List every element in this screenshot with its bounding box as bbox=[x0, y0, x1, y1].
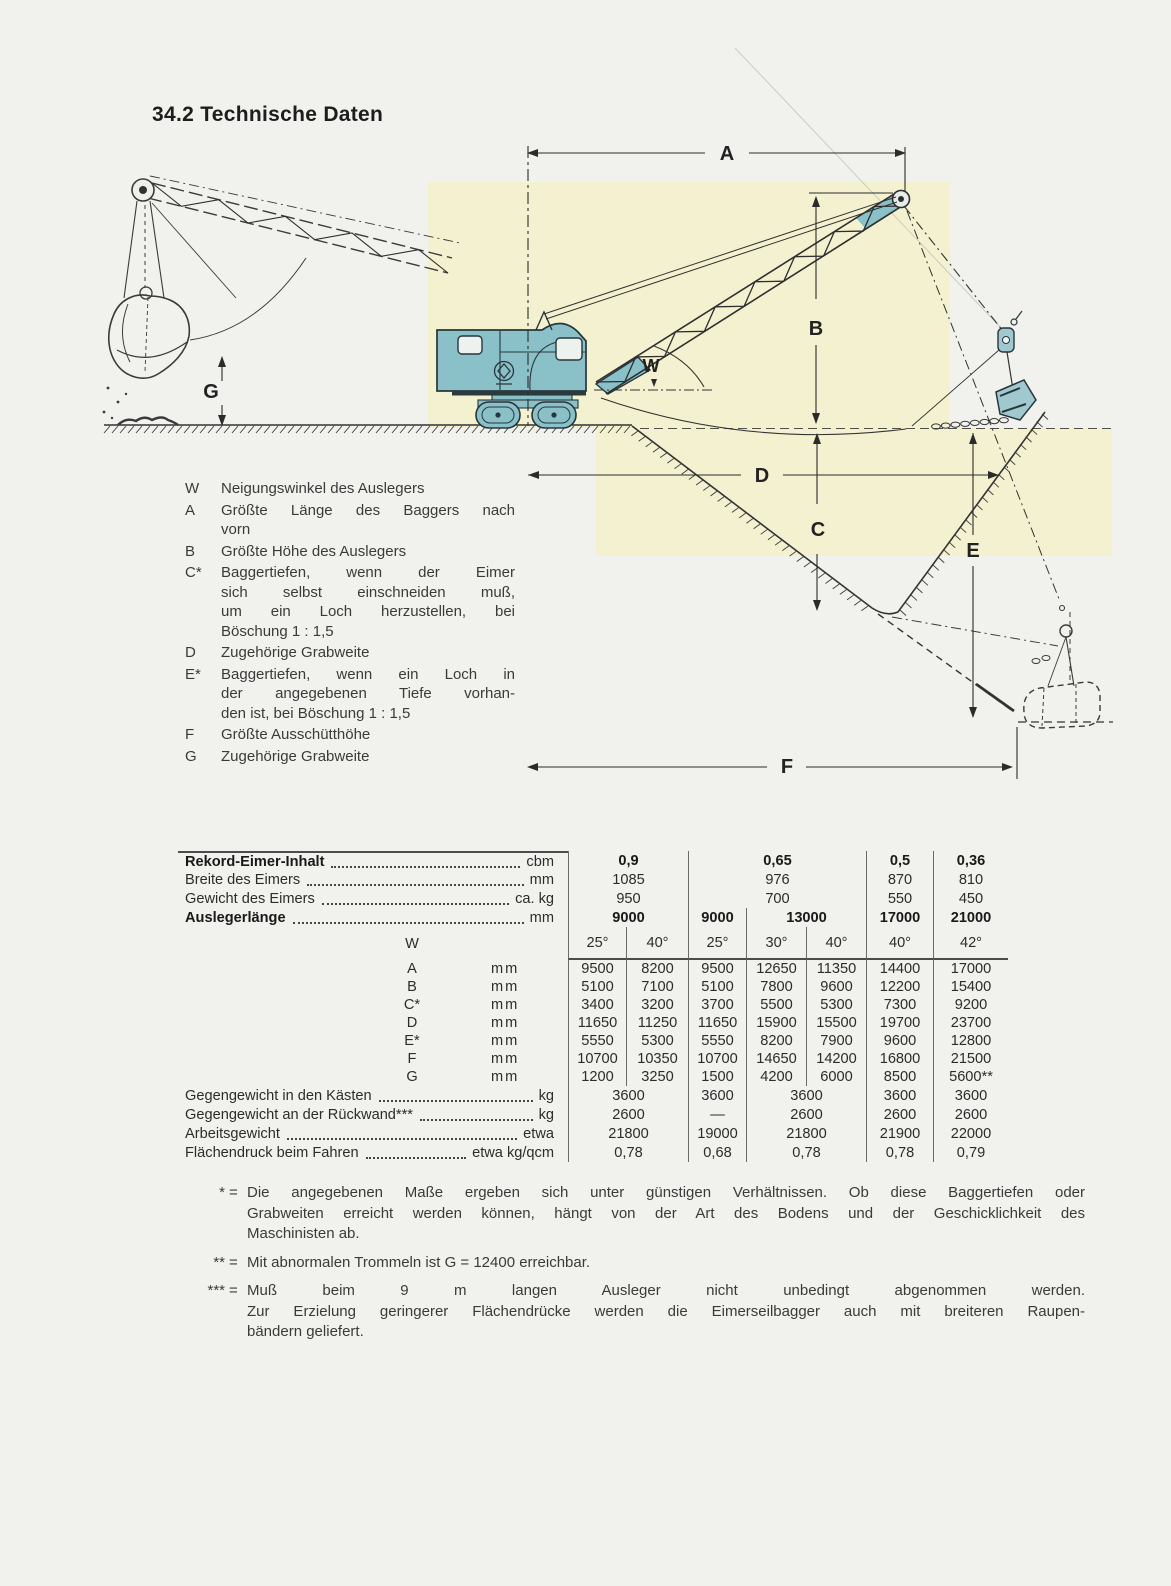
row-label-cell bbox=[178, 851, 568, 870]
table-cell: 9000 bbox=[688, 908, 746, 927]
legend-line: sich selbst einschneiden muß, bbox=[221, 583, 515, 601]
dim-label-a: A bbox=[719, 143, 735, 165]
row-unit: mm bbox=[491, 1051, 520, 1067]
table-cell: 16800 bbox=[866, 1050, 933, 1068]
row-label: Flächendruck beim Fahren bbox=[185, 1144, 359, 1161]
table-cell: 8200 bbox=[746, 1032, 806, 1050]
row-letter: E* bbox=[404, 1033, 420, 1049]
table-cell: 3250 bbox=[626, 1068, 688, 1086]
row-label-cell bbox=[178, 1068, 568, 1086]
row-letter: D bbox=[406, 1015, 418, 1031]
table-cell: 25° bbox=[688, 927, 746, 960]
dim-label-b: B bbox=[808, 318, 824, 340]
table-row bbox=[178, 1050, 1008, 1068]
legend-key: C* bbox=[185, 564, 202, 581]
table-cell: 1085 bbox=[568, 870, 688, 889]
mini-boom-lattice bbox=[152, 183, 448, 273]
row-unit: mm bbox=[491, 1015, 520, 1031]
table-row bbox=[178, 1086, 1008, 1105]
table-cell: 8200 bbox=[626, 960, 688, 978]
row-label-cell bbox=[178, 960, 568, 978]
legend-key: F bbox=[185, 726, 195, 743]
table-cell: 9600 bbox=[866, 1032, 933, 1050]
row-label: Gewicht des Eimers bbox=[185, 890, 315, 907]
dim-label-g: G bbox=[203, 381, 219, 403]
table-cell: 22000 bbox=[933, 1124, 1008, 1143]
row-unit: mm bbox=[491, 1033, 520, 1049]
dim-label-e: E bbox=[966, 540, 980, 562]
table-cell: 3600 bbox=[568, 1086, 688, 1105]
table-cell: 15400 bbox=[933, 978, 1008, 996]
cab-window bbox=[458, 336, 482, 354]
legend-text bbox=[221, 563, 515, 641]
row-letter: F bbox=[407, 1051, 417, 1067]
table-row bbox=[178, 889, 1008, 908]
legend-item bbox=[185, 501, 515, 540]
row-unit: mm bbox=[491, 1069, 520, 1085]
row-label-cell bbox=[178, 996, 568, 1014]
footnote-line: Grabweiten erreicht werden können, hängt von der Art des Bodens und der Geschicklichkeit des bbox=[247, 1204, 1085, 1222]
table-cell: 40° bbox=[806, 927, 866, 960]
footnote-text bbox=[247, 1253, 1085, 1274]
table-cell: 3200 bbox=[626, 996, 688, 1014]
table-cell: 25° bbox=[568, 927, 626, 960]
table-row bbox=[178, 1032, 1008, 1050]
row-label: Rekord-Eimer-Inhalt bbox=[185, 853, 325, 870]
row-label-cell bbox=[178, 978, 568, 996]
table-cell: 15500 bbox=[806, 1014, 866, 1032]
technical-data-table bbox=[178, 851, 1008, 1162]
table-cell: 14650 bbox=[746, 1050, 806, 1068]
row-label: Gegengewicht in den Kästen bbox=[185, 1087, 372, 1104]
table-cell: 12800 bbox=[933, 1032, 1008, 1050]
table-cell: 2600 bbox=[866, 1105, 933, 1124]
legend-line: Baggertiefen, wenn ein Loch in bbox=[221, 665, 515, 683]
table-cell: 11250 bbox=[626, 1014, 688, 1032]
legend-line: Zugehörige Grabweite bbox=[221, 644, 370, 661]
table-cell: 40° bbox=[866, 927, 933, 960]
table-cell: 950 bbox=[568, 889, 688, 908]
legend-line: Zugehörige Grabweite bbox=[221, 747, 370, 765]
row-letter: C* bbox=[403, 997, 421, 1013]
dotted-leader bbox=[322, 893, 509, 905]
dim-label-w: W bbox=[642, 356, 660, 376]
table-cell: 17000 bbox=[866, 908, 933, 927]
table-cell: 0,68 bbox=[688, 1143, 746, 1162]
dim-label-d: D bbox=[754, 465, 770, 487]
row-label-cell bbox=[178, 1086, 568, 1105]
table-cell: 14200 bbox=[806, 1050, 866, 1068]
table-cell: 7800 bbox=[746, 978, 806, 996]
table-cell: 13000 bbox=[746, 908, 866, 927]
table-cell: 9500 bbox=[568, 960, 626, 978]
footnote-line: Zur Erzielung geringerer Flächendrücke werden die Eimerseilbagger auch mit breiteren Raupen- bbox=[247, 1302, 1085, 1320]
table-row bbox=[178, 1014, 1008, 1032]
legend-line: der angegebenen Tiefe vorhan- bbox=[221, 685, 515, 702]
legend-item bbox=[185, 747, 515, 767]
table-cell: 21800 bbox=[746, 1124, 866, 1143]
row-label-cell bbox=[178, 908, 568, 927]
legend-text bbox=[221, 643, 515, 663]
footnote bbox=[197, 1183, 1085, 1245]
table-cell: 0,79 bbox=[933, 1143, 1008, 1162]
legend-line: den ist, bei Böschung 1 : 1,5 bbox=[221, 704, 411, 722]
table-cell: 11650 bbox=[688, 1014, 746, 1032]
footnote-symbol: * bbox=[219, 1184, 225, 1201]
legend-item bbox=[185, 665, 515, 724]
dimension-legend bbox=[185, 479, 515, 768]
table-cell: 12650 bbox=[746, 960, 806, 978]
row-label-cell bbox=[178, 1143, 568, 1162]
footnote-line: Muß beim 9 m langen Ausleger nicht unbedingt abgenommen werden. bbox=[247, 1282, 1085, 1299]
table-cell: 976 bbox=[688, 870, 866, 889]
dotted-leader bbox=[331, 856, 520, 868]
table-cell: 5300 bbox=[626, 1032, 688, 1050]
table-row bbox=[178, 996, 1008, 1014]
table-cell: 0,65 bbox=[688, 851, 866, 870]
row-unit: kg bbox=[538, 1106, 554, 1123]
table-cell: 23700 bbox=[933, 1014, 1008, 1032]
legend-text bbox=[221, 501, 515, 540]
legend-key: E* bbox=[185, 665, 201, 683]
page-title: 34.2 Technische Daten bbox=[152, 103, 384, 126]
table-cell: 2600 bbox=[933, 1105, 1008, 1124]
dotted-leader bbox=[379, 1090, 533, 1102]
table-cell: 1200 bbox=[568, 1068, 626, 1086]
table-cell: 12200 bbox=[866, 978, 933, 996]
row-letter: W bbox=[405, 935, 419, 952]
table-cell: 10700 bbox=[568, 1050, 626, 1068]
legend-key: D bbox=[185, 644, 196, 661]
legend-key: A bbox=[185, 501, 196, 519]
table-cell: 40° bbox=[626, 927, 688, 960]
table-cell: 7900 bbox=[806, 1032, 866, 1050]
row-letter: B bbox=[407, 979, 417, 995]
table-cell: 3700 bbox=[688, 996, 746, 1014]
row-label: Breite des Eimers bbox=[185, 871, 301, 888]
dotted-leader bbox=[307, 874, 524, 886]
table-cell: 9200 bbox=[933, 996, 1008, 1014]
table-cell: 10350 bbox=[626, 1050, 688, 1068]
legend-key: G bbox=[185, 747, 197, 765]
row-letter: G bbox=[406, 1069, 418, 1085]
table-cell: 0,78 bbox=[866, 1143, 933, 1162]
row-unit: mm bbox=[529, 871, 554, 888]
table-cell: 550 bbox=[866, 889, 933, 908]
table-row bbox=[178, 1124, 1008, 1143]
table-cell: 15900 bbox=[746, 1014, 806, 1032]
table-cell: 21000 bbox=[933, 908, 1008, 927]
table-cell: 5600** bbox=[933, 1068, 1008, 1086]
row-label: Arbeitsgewicht bbox=[185, 1125, 280, 1142]
legend-line: Größte Ausschütthöhe bbox=[221, 726, 371, 743]
table-cell: 0,9 bbox=[568, 851, 688, 870]
row-label-cell bbox=[178, 1124, 568, 1143]
table-cell: 0,36 bbox=[933, 851, 1008, 870]
row-label-cell bbox=[178, 1050, 568, 1068]
row-unit: etwa kg/qcm bbox=[472, 1144, 554, 1161]
table-cell: 3600 bbox=[746, 1086, 866, 1105]
legend-line: Böschung 1 : 1,5 bbox=[221, 622, 334, 640]
table-cell: 2600 bbox=[746, 1105, 866, 1124]
footnote-line: Mit abnormalen Trommeln ist G = 12400 erreichbar. bbox=[247, 1253, 591, 1271]
row-label: Gegengewicht an der Rückwand*** bbox=[185, 1106, 413, 1123]
row-unit: mm bbox=[491, 979, 520, 995]
row-unit: mm bbox=[491, 997, 520, 1013]
table-cell: 0,78 bbox=[568, 1143, 688, 1162]
legend-line: um ein Loch herzustellen, bei bbox=[221, 603, 515, 620]
table-row bbox=[178, 1143, 1008, 1162]
table-cell: 450 bbox=[933, 889, 1008, 908]
table-cell: 9000 bbox=[568, 908, 688, 927]
table-cell: 3600 bbox=[866, 1086, 933, 1105]
legend-item bbox=[185, 725, 515, 745]
table-cell: 9500 bbox=[688, 960, 746, 978]
table-cell: 3600 bbox=[688, 1086, 746, 1105]
table-cell: 8500 bbox=[866, 1068, 933, 1086]
footnote-symbol: ** bbox=[213, 1253, 225, 1271]
row-label-cell bbox=[178, 1032, 568, 1050]
footnote bbox=[197, 1253, 1085, 1274]
table-cell: 42° bbox=[933, 927, 1008, 960]
row-label-cell bbox=[178, 870, 568, 889]
row-letter: A bbox=[407, 961, 417, 977]
row-unit: etwa bbox=[523, 1125, 554, 1142]
table-cell: 5550 bbox=[688, 1032, 746, 1050]
table-cell: 3600 bbox=[933, 1086, 1008, 1105]
row-label-cell bbox=[178, 889, 568, 908]
table-cell: 700 bbox=[688, 889, 866, 908]
table-cell: 5100 bbox=[568, 978, 626, 996]
legend-line: Baggertiefen, wenn der Eimer bbox=[221, 564, 515, 581]
table-row bbox=[178, 927, 1008, 960]
row-unit: ca. kg bbox=[515, 890, 554, 907]
legend-item bbox=[185, 643, 515, 663]
table-cell: 19700 bbox=[866, 1014, 933, 1032]
table-row bbox=[178, 851, 1008, 870]
legend-item bbox=[185, 479, 515, 499]
table-cell: 9600 bbox=[806, 978, 866, 996]
table-cell: 7100 bbox=[626, 978, 688, 996]
row-label-cell bbox=[178, 1105, 568, 1124]
deep-pit-bucket bbox=[892, 606, 1100, 729]
legend-key: W bbox=[185, 480, 200, 497]
table-cell: 14400 bbox=[866, 960, 933, 978]
table-cell: 5550 bbox=[568, 1032, 626, 1050]
footnote-equals: = bbox=[229, 1253, 238, 1271]
table-cell: 30° bbox=[746, 927, 806, 960]
row-unit: mm bbox=[529, 909, 554, 926]
footnote-line: Maschinisten ab. bbox=[247, 1225, 360, 1242]
footnote-text bbox=[247, 1183, 1085, 1245]
table-cell: 21900 bbox=[866, 1124, 933, 1143]
footnote-line: Die angegebenen Maße ergeben sich unter günstigen Verhältnissen. Ob diese Baggertiefen oder bbox=[247, 1184, 1085, 1201]
table-cell: 11650 bbox=[568, 1014, 626, 1032]
footnote bbox=[197, 1281, 1085, 1343]
footnote-symbol: *** bbox=[207, 1282, 225, 1299]
footnote-equals: = bbox=[229, 1282, 238, 1299]
table-row bbox=[178, 978, 1008, 996]
row-label: Auslegerlänge bbox=[185, 909, 286, 926]
dotted-leader bbox=[366, 1147, 466, 1159]
table-cell: 21800 bbox=[568, 1124, 688, 1143]
table-cell: 11350 bbox=[806, 960, 866, 978]
table-cell: 6000 bbox=[806, 1068, 866, 1086]
table-cell: 2600 bbox=[568, 1105, 688, 1124]
table-cell: 19000 bbox=[688, 1124, 746, 1143]
row-unit: mm bbox=[491, 961, 520, 977]
table-row bbox=[178, 1105, 1008, 1124]
table-cell: — bbox=[688, 1105, 746, 1124]
table-cell: 17000 bbox=[933, 960, 1008, 978]
front-window bbox=[556, 338, 582, 360]
legend-item bbox=[185, 542, 515, 562]
row-label-cell bbox=[178, 1014, 568, 1032]
table-cell: 870 bbox=[866, 870, 933, 889]
dotted-leader bbox=[420, 1109, 533, 1121]
legend-text bbox=[221, 747, 515, 767]
table-cell: 4200 bbox=[746, 1068, 806, 1086]
table-cell: 5100 bbox=[688, 978, 746, 996]
legend-text bbox=[221, 725, 515, 745]
table-row bbox=[178, 960, 1008, 978]
table-cell: 0,5 bbox=[866, 851, 933, 870]
footnotes bbox=[197, 1183, 1085, 1351]
table-cell: 3400 bbox=[568, 996, 626, 1014]
table-cell: 1500 bbox=[688, 1068, 746, 1086]
table-row bbox=[178, 908, 1008, 927]
dotted-leader bbox=[293, 912, 524, 924]
table-cell: 810 bbox=[933, 870, 1008, 889]
legend-text bbox=[221, 479, 515, 499]
legend-text bbox=[221, 665, 515, 724]
footnote-equals: = bbox=[229, 1184, 238, 1201]
table-cell: 5500 bbox=[746, 996, 806, 1014]
dim-label-f: F bbox=[780, 756, 794, 778]
mini-dump-diagram bbox=[103, 176, 460, 425]
legend-item bbox=[185, 563, 515, 641]
row-unit: cbm bbox=[526, 853, 554, 870]
table-row bbox=[178, 870, 1008, 889]
footnote-text bbox=[247, 1281, 1085, 1343]
legend-key: B bbox=[185, 542, 196, 560]
table-cell: 21500 bbox=[933, 1050, 1008, 1068]
legend-line: Größte Länge des Baggers nach bbox=[221, 501, 515, 519]
table-cell: 0,78 bbox=[746, 1143, 866, 1162]
legend-line: Größte Höhe des Auslegers bbox=[221, 542, 407, 560]
footnote-line: bändern geliefert. bbox=[247, 1323, 364, 1340]
table-row bbox=[178, 1068, 1008, 1086]
legend-line: vorn bbox=[221, 521, 251, 538]
table-cell: 5300 bbox=[806, 996, 866, 1014]
legend-text bbox=[221, 542, 515, 562]
legend-line: Neigungswinkel des Auslegers bbox=[221, 480, 425, 497]
dim-label-c: C bbox=[810, 519, 826, 541]
row-unit: kg bbox=[538, 1087, 554, 1104]
dotted-leader bbox=[287, 1128, 517, 1140]
table-cell: 10700 bbox=[688, 1050, 746, 1068]
table-cell: 7300 bbox=[866, 996, 933, 1014]
row-label-cell bbox=[178, 927, 568, 960]
